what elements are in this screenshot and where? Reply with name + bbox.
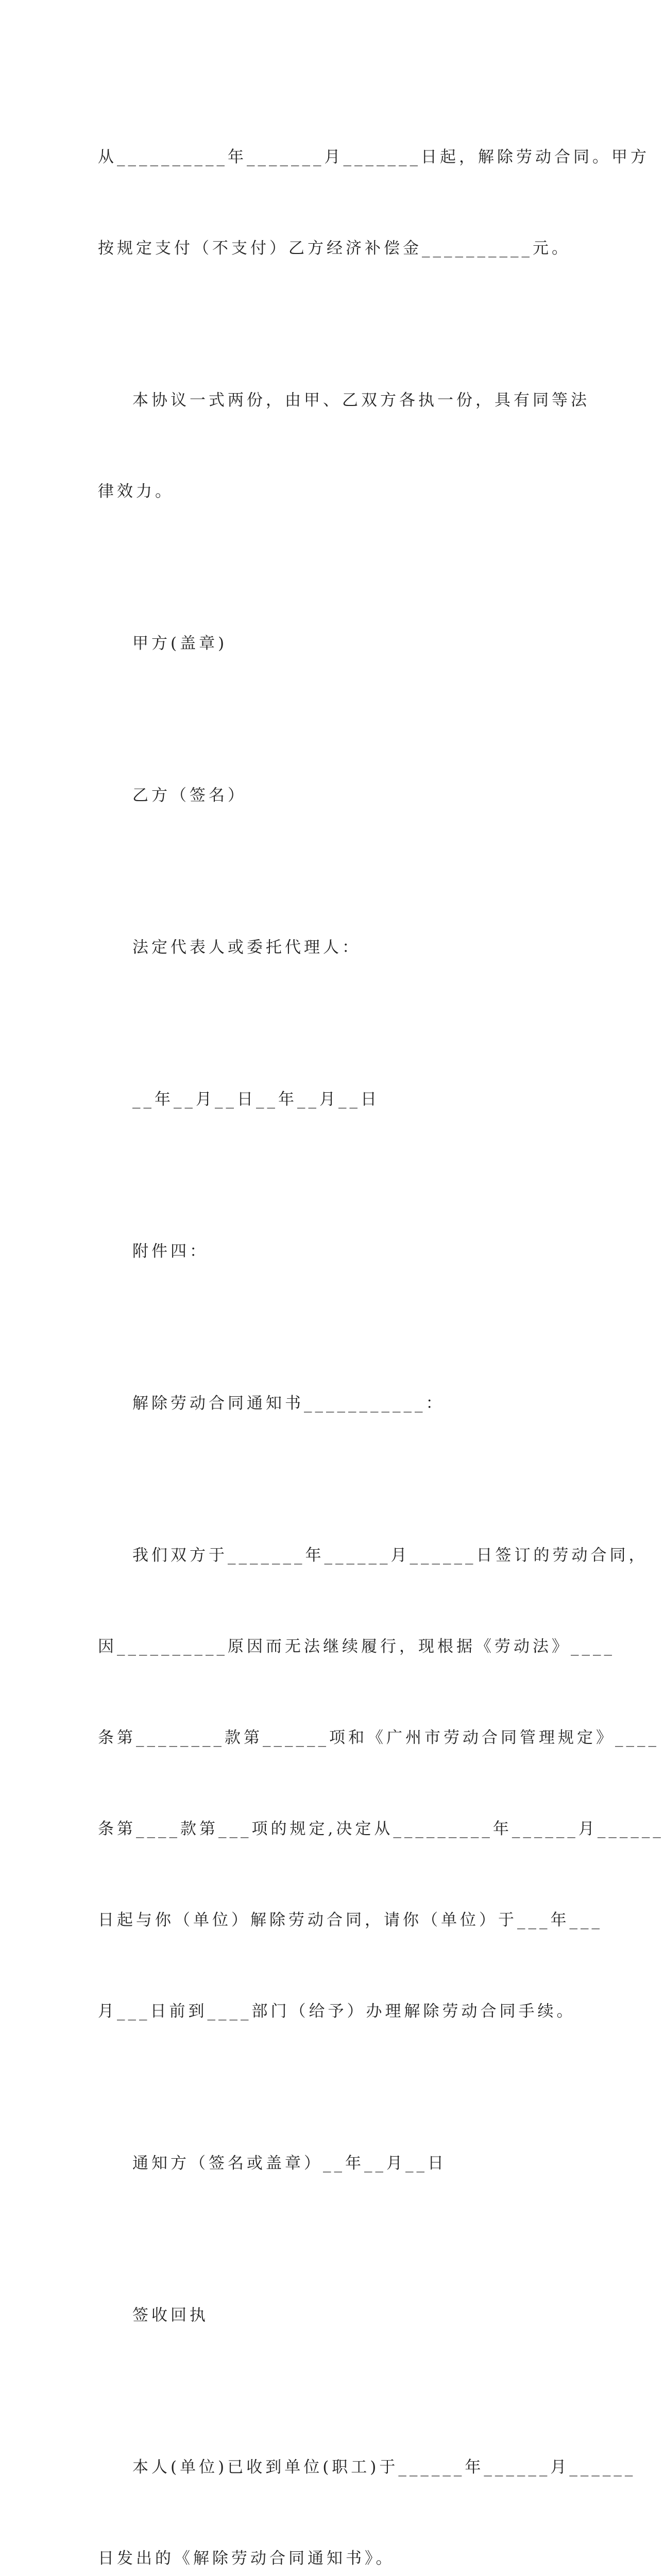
text-line: 律效力。 xyxy=(98,482,174,501)
receipt-heading xyxy=(98,2240,551,2392)
signing-dates-line xyxy=(98,1024,551,1176)
text-line: 签收回执 xyxy=(132,2306,209,2325)
text-line: 本协议一式两份，由甲、乙双方各执一份，具有同等法 xyxy=(132,391,590,410)
text-line: 乙方（签名） xyxy=(132,786,247,805)
text-line: 甲方(盖章) xyxy=(132,634,228,653)
text-line: 日发出的《解除劳动合同通知书》。 xyxy=(98,2549,395,2568)
text-line: 从__________年_______月_______日起，解除劳动合同。甲方 xyxy=(98,148,650,166)
notifier-signature-line xyxy=(98,2088,551,2240)
text-line: __年__月__日__年__月__日 xyxy=(132,1090,380,1109)
text-line: 因__________原因而无法继续履行，现根据《劳动法》____ xyxy=(98,1637,615,1656)
text-line: 我们双方于_______年______月______日签订的劳动合同， xyxy=(132,1546,648,1565)
paragraph-termination-date xyxy=(98,81,650,325)
text-line: 月___日前到____部门（给予）办理解除劳动合同手续。 xyxy=(98,2002,576,2021)
party-b-signature-line xyxy=(98,720,551,872)
text-line: 解除劳动合同通知书___________： xyxy=(132,1394,445,1413)
attachment-four-heading xyxy=(98,1176,551,1328)
legal-representative-line xyxy=(98,872,551,1024)
text-line: 条第____款第___项的规定,决定从_________年______月______ xyxy=(98,1820,664,1838)
text-line: 通知方（签名或盖章）__年__月__日 xyxy=(132,2154,447,2173)
text-line: 条第________款第______项和《广州市劳动合同管理规定》____ xyxy=(98,1728,659,1747)
text-line: 按规定支付（不支付）乙方经济补偿金__________元。 xyxy=(98,239,571,258)
receipt-body xyxy=(98,2392,636,2576)
document-body xyxy=(98,81,664,2576)
text-line: 本人(单位)已收到单位(职工)于______年______月______ xyxy=(132,2458,636,2477)
text-line: 法定代表人或委托代理人： xyxy=(132,938,361,957)
party-a-seal-line xyxy=(98,568,551,720)
rescission-notice-title xyxy=(98,1328,551,1480)
text-line: 附件四： xyxy=(132,1242,209,1261)
text-line: 日起与你（单位）解除劳动合同，请你（单位）于___年___ xyxy=(98,1911,603,1929)
paragraph-copies-clause xyxy=(98,325,590,568)
rescission-notice-body xyxy=(98,1480,664,2088)
